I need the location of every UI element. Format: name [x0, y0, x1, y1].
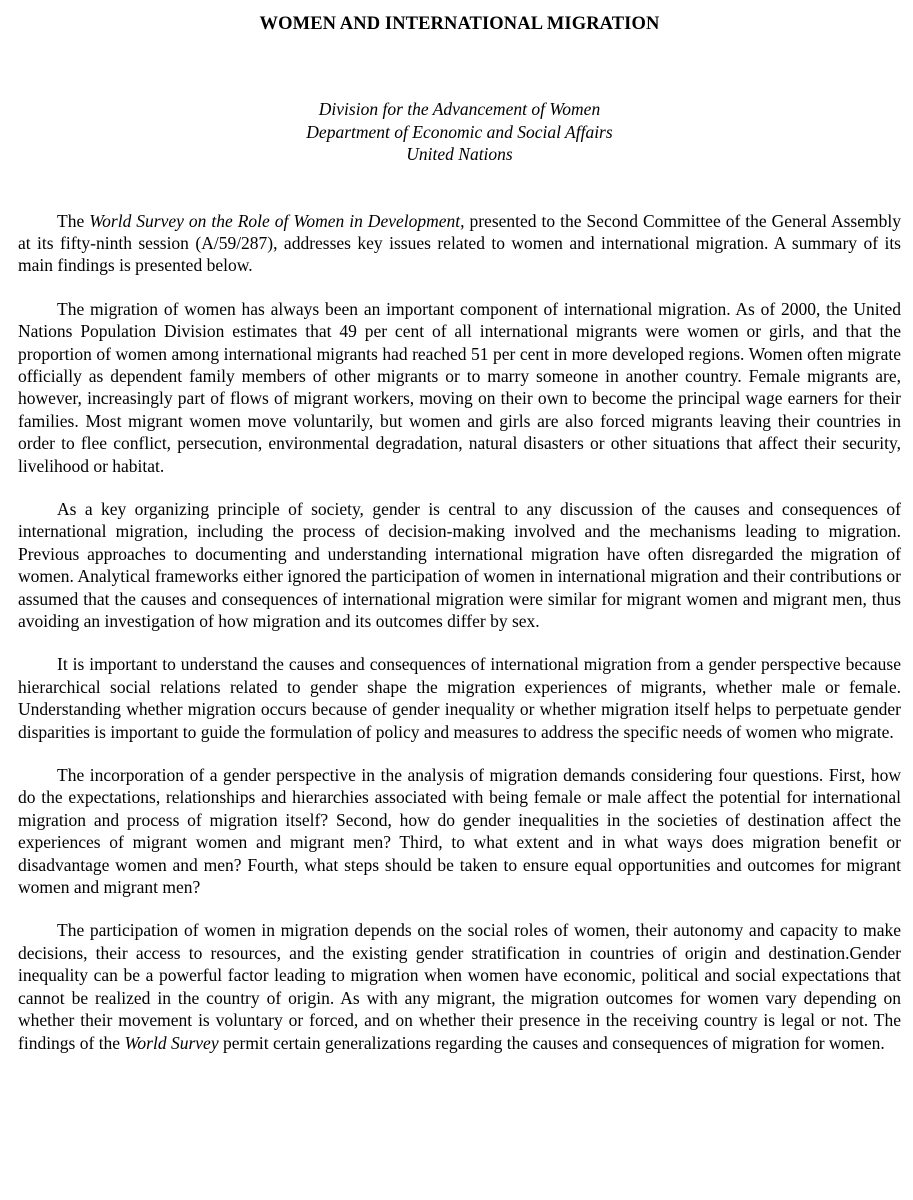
paragraph-participation-text-a: The participation of women in migration depends on the social roles of women, their autonomy and capacity to make decisions, their access to resources, and the existing gender stratification in countries of origin and destination.Gender inequality can be a powerful factor leading to migration when women have economic, political and social expectations that cannot be realized in the country of origin. As with any migrant, the migration outcomes for women vary depending on whether their movement is voluntary or forced, and on whether their presence in the receiving country is legal or not. The findings of the: [18, 920, 901, 1053]
survey-title-citation: World Survey on the Role of Women in Development,: [89, 210, 465, 231]
paragraph-migration-of-women: The migration of women has always been an important component of international migration. As of 2000, the United Nations Population Division estimates that 49 per cent of all international migrants were women or girls, and that the proportion of women among international migrants had reached 51 per cent in more developed regions. Women often migrate officially as dependent family members of other migrants or to marry someone in another country. Female migrants are, however, increasingly part of flows of migrant workers, moving on their own to become the principal wage earners for their families. Most migrant women move voluntarily, but women and girls are also forced migrants leaving their countries in order to flee conflict, persecution, environmental degradation, natural disasters or other situations that affect their security, livelihood or habitat.: [18, 298, 901, 476]
affiliation-block: [18, 98, 901, 166]
paragraph-participation-of-women: [18, 919, 901, 1053]
document-title: WOMEN AND INTERNATIONAL MIGRATION: [259, 14, 660, 34]
paragraph-gender-perspective: It is important to understand the causes and consequences of international migration from a gender perspective because hierarchical social relations related to gender shape the migration experiences of migrants, whether male or female. Understanding whether migration occurs because of gender inequality or whether migration itself helps to perpetuate gender disparities is important to guide the formulation of policy and measures to address the specific needs of women who migrate.: [18, 654, 901, 742]
paragraph-intro-text-a: The: [57, 210, 90, 231]
affiliation-line-division: Division for the Advancement of Women: [318, 99, 601, 119]
survey-short-citation: World Survey: [124, 1032, 219, 1053]
paragraph-intro-text-c: presented to the Second Committee of the General Assembly at its fifty-ninth session (A/59/287), addresses key issues related to women and international migration. A summary of its main findings is presented below.: [18, 210, 901, 276]
paragraph-participation-text-c: permit certain generalizations regarding the causes and consequences of migration for women.: [218, 1032, 885, 1053]
paragraph-four-questions: The incorporation of a gender perspective in the analysis of migration demands considering four questions. First, how do the expectations, relationships and hierarchies associated with being female or male affect the potential for international migration and process of migration itself? Second, how do gender inequalities in the societies of destination affect the experiences of migrant women and migrant men? Third, to what extent and in what ways does migration benefit or disadvantage women and men? Fourth, what steps should be taken to ensure equal opportunities and outcomes for migrant women and migrant men?: [18, 765, 901, 898]
document-body: [18, 210, 901, 1054]
paragraph-gender-organizing-principle: As a key organizing principle of society, gender is central to any discussion of the causes and consequences of international migration, including the process of decision-making involved and the mechanisms leading to migration. Previous approaches to documenting and understanding international migration have often disregarded the migration of women. Analytical frameworks either ignored the participation of women in international migration and their contributions or assumed that the causes and consequences of international migration were similar for migrant women and migrant men, thus avoiding an investigation of how migration and its outcomes differ by sex.: [18, 498, 901, 631]
paragraph-intro: [18, 210, 901, 277]
affiliation-line-organization: United Nations: [406, 144, 513, 164]
document-page: [18, 12, 901, 1075]
affiliation-line-department: Department of Economic and Social Affairs: [306, 121, 613, 142]
